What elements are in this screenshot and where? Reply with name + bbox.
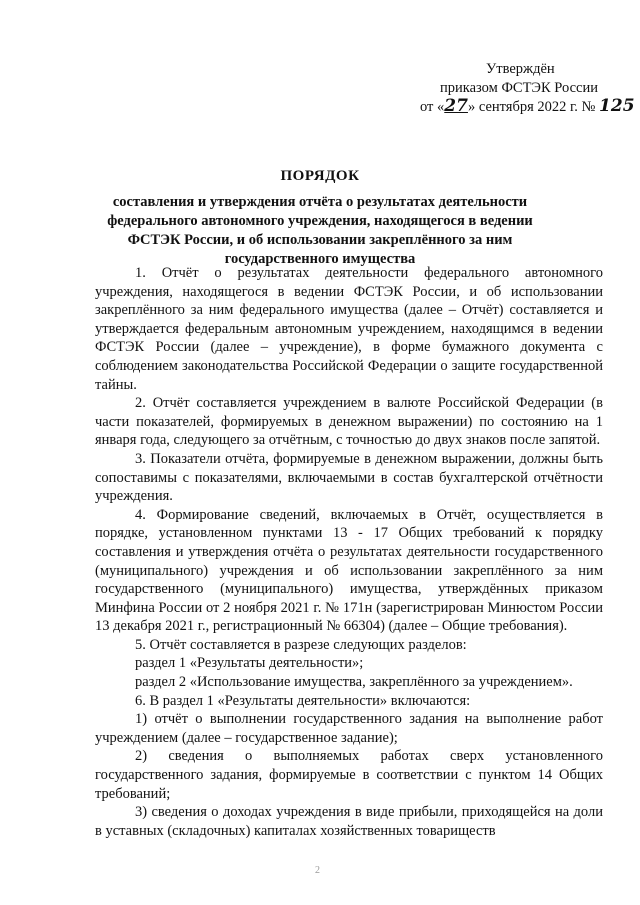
document-title: ПОРЯДОК [280, 168, 360, 184]
page-number: 2 [315, 865, 320, 876]
paragraph-2: 2. Отчёт составляется учреждением в валюте Российской Федерации (в части показателей, формируемых в денежном выражении) по состоянию на 1 января года, следующего за отчётным, с точностью до двух знаков после запятой. [95, 395, 603, 449]
handwritten-number: 125 [599, 96, 635, 116]
section-2-item: раздел 2 «Использование имущества, закреплённого за учреждением». [135, 674, 573, 691]
approval-line-date [420, 96, 635, 117]
date-prefix: от « [420, 99, 445, 115]
date-middle: » сентября 2022 г. № [467, 99, 596, 115]
subitem-1: 1) отчёт о выполнении государственного задания на выполнение работ учреждением (далее – государственное задание); [95, 711, 603, 746]
document-heading [100, 168, 540, 269]
document-body [95, 264, 603, 840]
approval-stamp [420, 60, 635, 117]
section-1-item: раздел 1 «Результаты деятельности»; [135, 655, 364, 672]
subitem-3: 3) сведения о доходах учреждения в виде прибыли, приходящейся на доли в уставных (складочных) капиталах хозяйственных товариществ [95, 804, 603, 839]
paragraph-5: 5. Отчёт составляется в разрезе следующих разделов: [135, 636, 467, 653]
subitem-2: 2) сведения о выполняемых работах сверх установленного государственного задания, формируемые в соответствии с пунктом 14 Общих требований; [95, 748, 603, 802]
handwritten-day: 27 [444, 96, 468, 116]
paragraph-4: 4. Формирование сведений, включаемых в Отчёт, осуществляется в порядке, установленном пунктами 13 - 17 Общих требований к порядку составления и утверждения отчёта о результатах деятельности государственного (муниципального) учреждения и об использовании закреплённого за ним государственного (муниципального) имущества, утверждённых приказом Минфина России от 2 ноября 2021 г. № 171н (зарегистрирован Минюстом России 13 декабря 2021 г., регистрационный № 66304) (далее – Общие требования). [95, 506, 603, 635]
approval-line-order: приказом ФСТЭК России [440, 79, 599, 96]
paragraph-6: 6. В раздел 1 «Результаты деятельности» включаются: [135, 692, 471, 709]
document-subtitle: составления и утверждения отчёта о результатах деятельности федерального автономного учреждения, находящегося в ведении ФСТЭК России, и об использовании закреплённого за ним государственного имущества [107, 194, 533, 267]
paragraph-3: 3. Показатели отчёта, формируемые в денежном выражении, должны быть сопоставимы с показателями, включаемыми в состав бухгалтерской отчётности учреждения. [95, 450, 603, 505]
paragraph-1: 1. Отчёт о результатах деятельности федерального автономного учреждения, находящегося в ведении ФСТЭК России, и об использовании закреплённого за ним федерального имущества (далее – Отчёт) составляется и утверждается федеральным автономным учреждением, находящимся в ведении ФСТЭК России (далее – учреждение), в форме бумажного документа с соблюдением законодательства Российской Федерации о защите государственной тайны. [95, 265, 603, 393]
approval-line-approved: Утверждён [486, 61, 555, 77]
